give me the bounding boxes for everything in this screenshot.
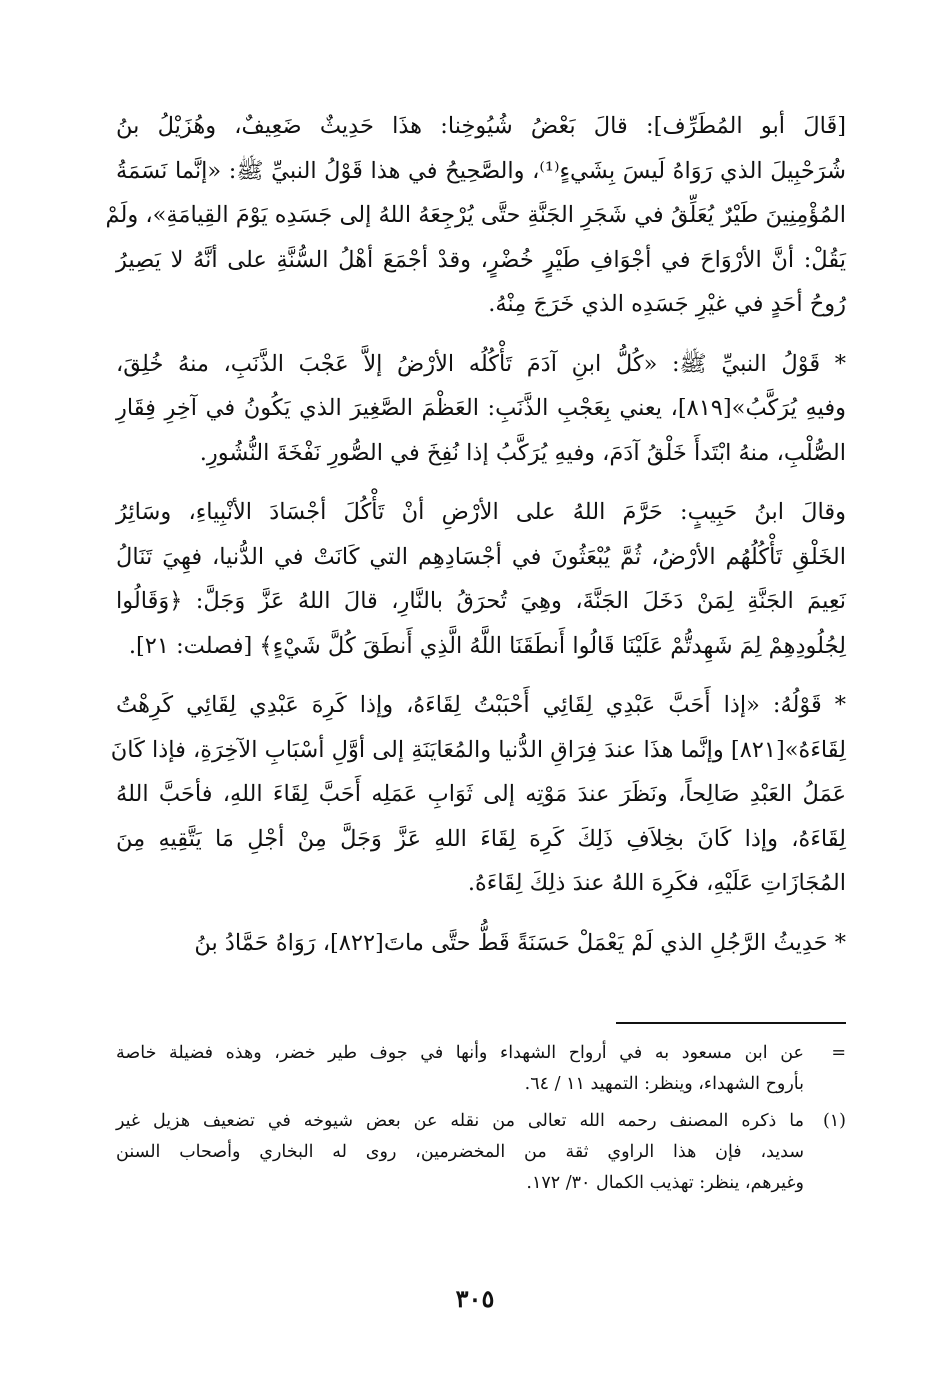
footnote-marker: =: [831, 1043, 846, 1063]
text-line: * قَوْلُهُ: «إذا أَحَبَّ عَبْدِي لِقَائِي أَحْبَبْتُ لِقَاءَهُ، وإذا كَرِهَ عَبْدِي لِقَائِي كَرِهْتُ: [116, 692, 846, 718]
footnote-line: سديد، فإن هذا الراوي ثقة من المخضرمين، روى له البخاري وأصحاب السنن: [116, 1142, 804, 1162]
paragraph: [116, 342, 846, 476]
text-line: * حَدِيثُ الرَّجُلِ الذي لَمْ يَعْمَلْ حَسَنَةً قَطُّ حتَّى ماتَ[٨٢٢]، رَوَاهُ حَمَّادُ بنُ: [194, 929, 846, 956]
footnote-line: عن ابن مسعود به في أرواح الشهداء وأنها في جوف طير خضر، وهذه فضيلة خاصة: [116, 1043, 804, 1063]
text-line: عَمَلُ العَبْدِ صَالِحاً، ونَظَرَ عندَ مَوْتِه إلى ثَوَابِ عَمَلِه أَحَبَّ لِقَاءَ اللهِ، فأحَبَّ اللهُ: [116, 781, 846, 807]
text-line: لِجُلُودِهِمْ لِمَ شَهِدتُّمْ عَلَيْنَا قَالُوا أَنطَقَنَا اللَّهُ الَّذِي أَنطَقَ كُلَّ شَيْءٍ﴾ [فصلت: ٢١].: [128, 632, 846, 659]
text-line: [قَالَ أبو المُطَرِّف]: قالَ بَعْضُ شُيُوخِنا: هذَا حَدِيثٌ ضَعِيفٌ، وهُزَيْلُ بنُ: [116, 113, 846, 139]
text-line: رُوحُ أحَدٍ في غيْرِ جَسَدِه الذي خَرَجَ مِنْهُ.: [488, 291, 846, 317]
text-line: لِقَاءَهُ، وإذا كَانَ بخِلاَفِ ذَلِكَ كَرِهَ لِقَاءَ اللهِ عَزَّ وَجَلَّ مِنْ أجْلِ مَا يَتَّقِيهِ مِنَ: [116, 825, 846, 852]
text-line: المُؤْمِنِينَ طَيْرٌ يُعَلِّقُ في شَجَرِ الجَنَّةِ حتَّى يُرْجِعَهُ اللهُ إلى جَسَدِه يَوْمَ القِيامَةِ»، ولَمْ: [105, 202, 846, 228]
footnote-line: ما ذكره المصنف رحمه الله تعالى من نقله عن بعض شيوخه في تضعيف هزيل غير: [116, 1111, 804, 1131]
paragraph: [116, 921, 846, 966]
footnote: [116, 1106, 846, 1199]
paragraph: [116, 490, 846, 668]
text-line: الصُّلْبِ، منهُ ابْتَدأَ خَلْقُ آدَمَ، وفيهِ يُرَكَّبُ إذا نُفِخَ في الصُّورِ نَفْخَةَ النُّشُورِ.: [199, 439, 846, 466]
main-text: [105, 104, 847, 965]
footnotes: [116, 1038, 846, 1205]
footnote-line: بأروح الشهداء، وينظر: التمهيد ١١ / ٦٤.: [524, 1074, 804, 1094]
text-line: شُرَحْبِيلَ الذي رَوَاهُ لَيسَ بِشَيءٍ⁽¹⁾، والصَّحِيحُ في هذا قَوْلُ النبيِّ ﷺ: «إنَّما نَسَمَةُ: [116, 157, 846, 184]
footnote-separator: [616, 1022, 846, 1024]
text-line: الخَلْقِ تَأْكُلُهُم الأرْضُ، ثُمَّ يُبْعَثُونَ في أجْسَادِهِم التي كَانَتْ في الدُّنيا، فهِيَ تَنَالُ: [116, 543, 846, 570]
page-number: ٣٠٥: [455, 1284, 495, 1313]
paragraph: [105, 104, 846, 327]
text-line: المُجَازَاتِ عَلَيْهِ، فكَرِهَ اللهُ عندَ ذلِكَ لِقَاءَهُ.: [467, 870, 846, 896]
paragraph: [110, 683, 846, 906]
text-line: * قَوْلُ النبيِّ ﷺ: «كُلُّ ابنِ آدَمَ تَأْكُلُه الأرْضُ إلاَّ عَجْبَ الذَّنَبِ، منهُ خُلِقَ،: [116, 350, 846, 377]
text-line: وقالَ ابنُ حَبِيبٍ: حَرَّمَ اللهُ على الأرْضِ أنْ تَأْكُلَ أجْسَادَ الأنْبِياءِ، وسَائِرُ: [116, 499, 846, 525]
footnote: [116, 1038, 846, 1100]
text-line: نَعِيمَ الجَنَّةِ لِمَنْ دَخَلَ الجَنَّةَ، وهِيَ تُحرَقُ بالنَّارِ، قالَ اللهُ عَزَّ وَجَلَّ: ﴿وَقَالُوا: [116, 588, 846, 614]
text-line: لِقَاءَهُ»[٨٢١] وإنَّما هذَا عندَ فِرَاقِ الدُّنيا والمُعَايَنَةِ إلى أوَّلِ أسْبَابِ الآخِرَةِ، فإذا كَانَ: [110, 736, 846, 763]
footnote-line: وغيرهم، ينظر: تهذيب الكمال ٣٠/ ١٧٢.: [526, 1173, 804, 1193]
footnote-marker: (١): [822, 1111, 846, 1131]
text-line: وفيهِ يُرَكَّبُ»[٨١٩]، يعني بِعَجْبِ الذَّنَبِ: العَظْمَ الصَّغِيرَ الذي يَكُونُ في آخِرِ فِقَارِ: [116, 395, 847, 421]
text-line: يَقُلْ: أنَّ الأرْوَاحَ في أجْوَافِ طَيْرٍ خُضْرٍ، وقدْ أجْمَعَ أهْلُ السُّنَّةِ على أنَّهُ لا يَصِيرُ: [116, 246, 846, 273]
